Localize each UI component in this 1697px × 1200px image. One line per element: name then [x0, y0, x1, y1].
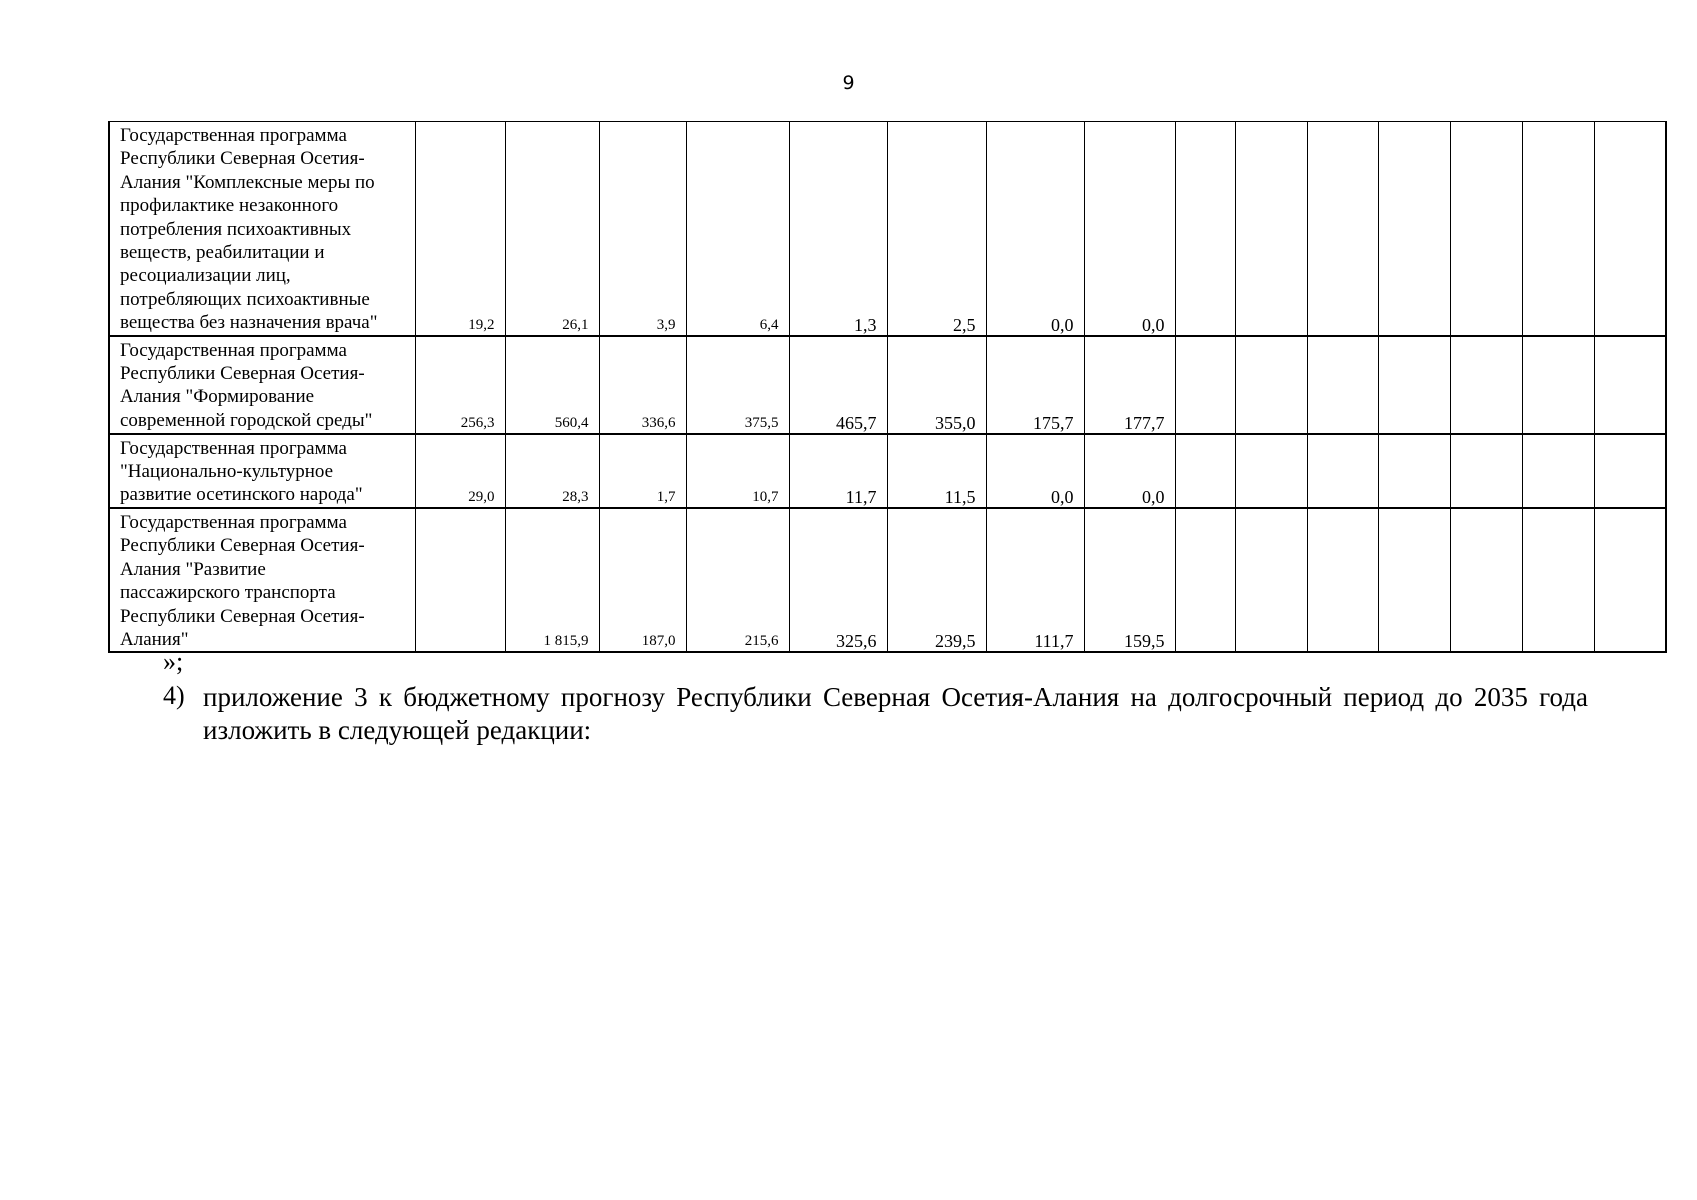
value-cell — [789, 122, 887, 336]
value-cell — [986, 336, 1084, 434]
value-text: 1,7 — [656, 488, 676, 505]
empty-cell — [1307, 434, 1378, 508]
budget-table-wrapper — [108, 121, 1667, 653]
value-cell — [599, 508, 686, 652]
value-text — [416, 650, 505, 651]
program-name-line: веществ, реабилитации и — [120, 242, 325, 264]
empty-cell — [1175, 122, 1235, 336]
empty-cell — [1235, 336, 1307, 434]
value-text: 256,3 — [460, 414, 495, 431]
empty-cell — [1450, 508, 1522, 652]
value-text: 336,6 — [641, 414, 676, 431]
list-item-number: 4) — [163, 681, 185, 710]
value-cell — [686, 434, 789, 508]
value-cell — [599, 336, 686, 434]
value-text: 177,7 — [1124, 412, 1165, 433]
program-name-line: "Национально-культурное — [120, 461, 334, 483]
table-row — [109, 434, 1666, 508]
value-text: 1 815,9 — [543, 633, 589, 650]
empty-cell — [1594, 434, 1666, 508]
empty-cell — [1307, 122, 1378, 336]
program-name-line: Республики Северная Осетия- — [120, 535, 365, 557]
value-text: 215,6 — [744, 633, 779, 650]
program-name-line: Республики Северная Осетия- — [120, 363, 365, 385]
empty-cell — [1594, 508, 1666, 652]
value-text: 28,3 — [562, 488, 589, 505]
empty-cell — [1594, 336, 1666, 434]
empty-cell — [1378, 336, 1450, 434]
value-cell — [415, 508, 505, 652]
program-name-cell — [109, 434, 415, 508]
value-text: 19,2 — [468, 316, 495, 333]
program-name-line: Государственная программа — [120, 437, 347, 459]
value-cell — [789, 508, 887, 652]
value-text: 560,4 — [554, 414, 589, 431]
table-row — [109, 122, 1666, 336]
value-cell — [599, 122, 686, 336]
program-name-cell — [109, 336, 415, 434]
program-name-line: Алания" — [120, 628, 189, 650]
value-text: 1,3 — [854, 314, 877, 335]
empty-cell — [1522, 508, 1594, 652]
value-cell — [686, 122, 789, 336]
empty-cell — [1235, 122, 1307, 336]
empty-cell — [1450, 122, 1522, 336]
value-cell — [415, 122, 505, 336]
value-text: 187,0 — [641, 633, 676, 650]
empty-cell — [1594, 122, 1666, 336]
value-cell — [887, 508, 986, 652]
program-name-cell — [109, 122, 415, 336]
empty-cell — [1522, 336, 1594, 434]
value-cell — [1084, 122, 1175, 336]
program-name-line: Алания "Комплексные меры по — [120, 171, 375, 193]
program-name-line: ресоциализации лиц, — [120, 265, 291, 287]
value-cell — [789, 336, 887, 434]
value-text: 239,5 — [935, 631, 976, 652]
value-cell — [1084, 508, 1175, 652]
empty-cell — [1175, 336, 1235, 434]
budget-table — [108, 121, 1667, 653]
table-row — [109, 336, 1666, 434]
program-name-line: Республики Северная Осетия- — [120, 148, 365, 170]
empty-cell — [1235, 434, 1307, 508]
value-cell — [887, 336, 986, 434]
value-text: 11,5 — [944, 486, 976, 507]
empty-cell — [1378, 434, 1450, 508]
empty-cell — [1175, 508, 1235, 652]
value-text: 0,0 — [1142, 486, 1165, 507]
list-item-text: приложение 3 к бюджетному прогнозу Республики Северная Осетия-Алания на долгосрочный период до 2035 года изложить в следующей редакции: — [203, 682, 1588, 745]
program-name-line: пассажирского транспорта — [120, 582, 336, 604]
value-text: 111,7 — [1034, 631, 1074, 652]
value-cell — [887, 122, 986, 336]
empty-cell — [1522, 122, 1594, 336]
empty-cell — [1450, 434, 1522, 508]
empty-cell — [1450, 336, 1522, 434]
page-number: 9 — [842, 72, 855, 94]
program-name-line: Государственная программа — [120, 125, 347, 146]
value-cell — [415, 336, 505, 434]
value-cell — [986, 508, 1084, 652]
empty-cell — [1235, 508, 1307, 652]
value-text: 159,5 — [1124, 631, 1165, 652]
program-name-line: потребления психоактивных — [120, 218, 352, 240]
program-name-line: Алания "Развитие — [120, 558, 266, 580]
value-cell — [986, 122, 1084, 336]
program-name-line: потребляющих психоактивные — [120, 288, 370, 310]
value-cell — [505, 508, 599, 652]
program-name-line: современной городской среды" — [120, 409, 373, 431]
value-text: 325,6 — [836, 631, 877, 652]
value-cell — [505, 336, 599, 434]
empty-cell — [1378, 122, 1450, 336]
value-text: 29,0 — [468, 488, 495, 505]
value-text: 2,5 — [953, 314, 976, 335]
empty-cell — [1175, 434, 1235, 508]
program-name-line: профилактике незаконного — [120, 195, 339, 217]
value-text: 0,0 — [1142, 314, 1165, 335]
program-name-line: Государственная программа — [120, 511, 347, 533]
value-cell — [599, 434, 686, 508]
value-text: 10,7 — [752, 488, 779, 505]
value-cell — [505, 122, 599, 336]
value-cell — [686, 508, 789, 652]
value-text: 465,7 — [836, 412, 877, 433]
value-text: 6,4 — [759, 316, 779, 333]
value-text: 375,5 — [744, 414, 779, 431]
value-text: 0,0 — [1051, 486, 1074, 507]
empty-cell — [1307, 508, 1378, 652]
empty-cell — [1378, 508, 1450, 652]
program-name-line: вещества без назначения врача" — [120, 312, 378, 334]
value-cell — [686, 336, 789, 434]
value-cell — [505, 434, 599, 508]
value-cell — [986, 434, 1084, 508]
program-name-line: Государственная программа — [120, 339, 347, 361]
table-row — [109, 508, 1666, 652]
program-name-line: Алания "Формирование — [120, 386, 315, 408]
value-text: 355,0 — [935, 412, 976, 433]
value-cell — [1084, 434, 1175, 508]
program-name-cell — [109, 508, 415, 652]
empty-cell — [1522, 434, 1594, 508]
value-text: 0,0 — [1051, 314, 1074, 335]
value-cell — [789, 434, 887, 508]
closing-quote-mark: »; — [163, 647, 184, 676]
value-text: 175,7 — [1033, 412, 1074, 433]
program-name-line: Республики Северная Осетия- — [120, 605, 365, 627]
value-text: 3,9 — [656, 316, 676, 333]
value-cell — [415, 434, 505, 508]
program-name-line: развитие осетинского народа" — [120, 484, 363, 506]
value-cell — [887, 434, 986, 508]
value-cell — [1084, 336, 1175, 434]
value-text: 26,1 — [562, 316, 589, 333]
value-text: 11,7 — [845, 486, 877, 507]
empty-cell — [1307, 336, 1378, 434]
